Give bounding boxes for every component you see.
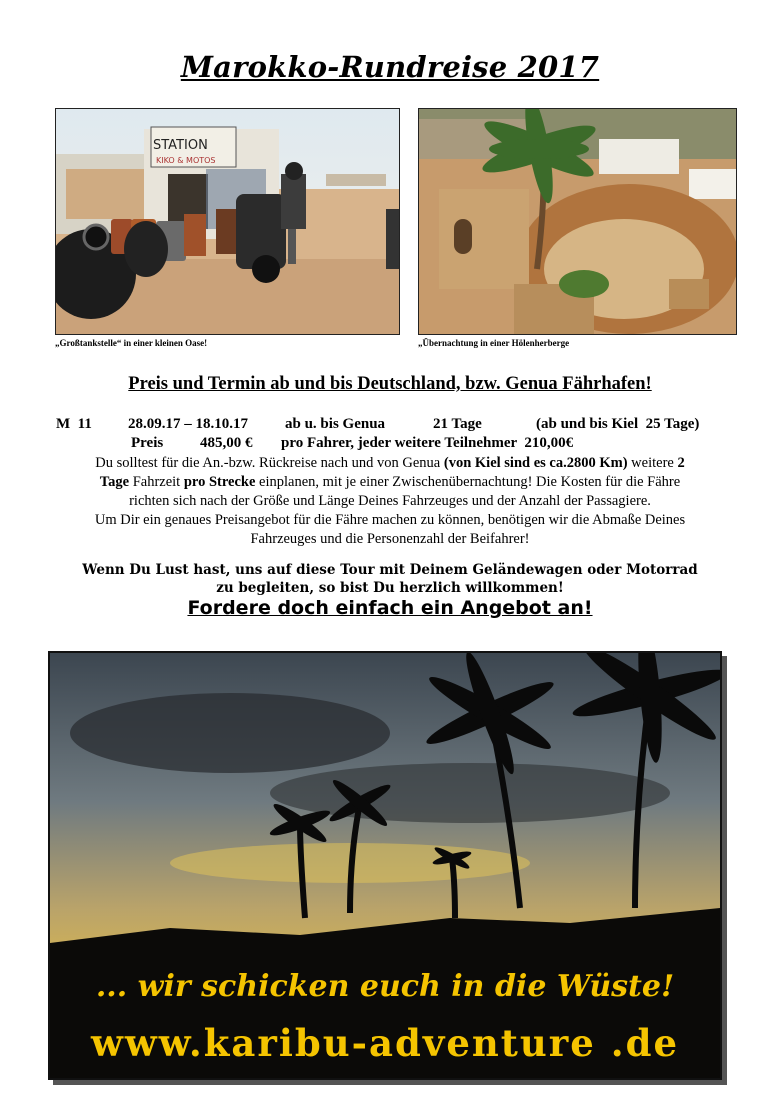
body-text-bold: pro Strecke — [183, 474, 256, 490]
desert-sunset-image — [50, 653, 720, 1078]
call-to-action: Fordere doch einfach ein Angebot an! — [187, 597, 593, 619]
tour-route: ab u. bis Genua — [285, 416, 386, 432]
photo-caption-cave-hostel: „Übernachtung in einer Hölenherberge — [418, 338, 570, 348]
body-line-3: richten sich nach der Größe und Länge Deines Fahrzeuges und der Anzahl der Passagiere. — [129, 493, 651, 509]
body-text-bold: (von Kiel sind es ca.2800 Km) — [443, 455, 628, 471]
tour-code: M 11 — [56, 416, 92, 432]
tour-dates: 28.09.17 – 18.10.17 — [128, 416, 248, 432]
photo-caption-gas-station: „Großtankstelle“ in einer kleinen Oase! — [55, 338, 208, 348]
body-line-4: Um Dir ein genaues Preisangebot für die Fähre machen zu können, benötigen wir die Abmaße Deines — [94, 512, 686, 528]
invitation-line-2: zu begleiten, so bist Du herzlich willkommen! — [216, 580, 564, 596]
page-title: Marokko-Rundreise 2017 — [180, 50, 600, 84]
body-text-bold: 2 — [677, 455, 685, 471]
price-amount: 485,00 € — [200, 435, 253, 451]
station-sign-text: STATION — [153, 138, 208, 153]
tour-duration: 21 Tage — [433, 416, 482, 432]
promo-banner — [48, 651, 722, 1080]
banner-slogan: ... wir schicken euch in die Wüste! — [95, 969, 675, 1004]
cave-hostel-image — [419, 109, 736, 334]
body-line-1 — [0, 454, 780, 473]
price-per-rider: pro Fahrer, jeder weitere Teilnehmer 210,00€ — [281, 435, 574, 451]
photo-cave-hostel — [418, 108, 737, 335]
price-label: Preis — [131, 435, 164, 451]
body-line-5: Fahrzeuges und die Personenzahl der Beifahrer! — [250, 531, 530, 547]
body-text: weitere — [627, 455, 678, 471]
station-sign-subtext: KIKO & MOTOS — [156, 156, 216, 165]
body-text: einplanen, mit je einer Zwischenübernachtung! Die Kosten für die Fähre — [255, 474, 681, 490]
invitation-line-1: Wenn Du Lust hast, uns auf diese Tour mit Deinem Geländewagen oder Motorrad — [82, 562, 698, 578]
section-heading: Preis und Termin ab und bis Deutschland, bzw. Genua Fährhafen! — [128, 374, 652, 394]
photo-gas-station — [55, 108, 400, 335]
body-text-bold: Tage — [99, 474, 130, 490]
body-line-2 — [0, 473, 780, 492]
banner-website: www.karibu-adventure .de — [91, 1021, 679, 1065]
body-text: Du solltest für die An.-bzw. Rückreise nach und von Genua — [95, 455, 444, 471]
gas-station-image — [56, 109, 399, 334]
tour-kiel-note: (ab und bis Kiel 25 Tage) — [536, 416, 700, 432]
body-text: Fahrzeit — [129, 474, 184, 490]
